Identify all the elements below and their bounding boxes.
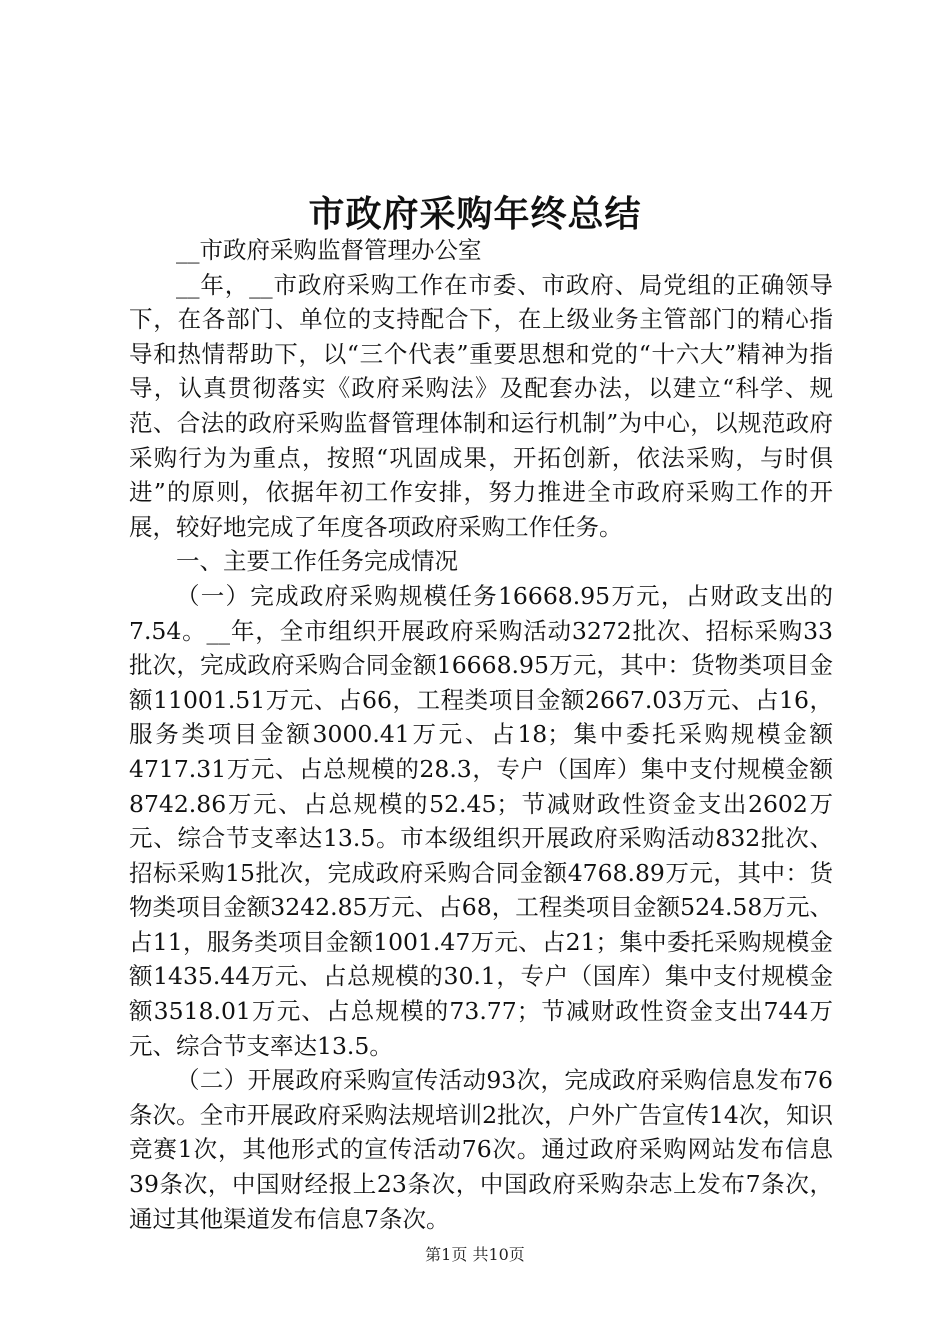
section-heading: 一、主要工作任务完成情况 bbox=[176, 547, 458, 576]
document-body bbox=[129, 233, 833, 1236]
document-title: 市政府采购年终总结 bbox=[308, 193, 642, 235]
body-paragraph: （二）开展政府采购宣传活动93次，完成政府采购信息发布76条次。全市开展政府采购法规培训2批次，户外广告宣传14次，知识竞赛1次，其他形式的宣传活动76次。通过政府采购网站发布信息39条次，中国财经报上23条次，中国政府采购杂志上发布7条次，通过其他渠道发布信息7条次。 bbox=[129, 1066, 833, 1233]
author-line: __市政府采购监督管理办公室 bbox=[176, 236, 482, 264]
page-indicator: 第1页 共10页 bbox=[425, 1245, 525, 1264]
intro-paragraph: __年，__市政府采购工作在市委、市政府、局党组的正确领导下，在各部门、单位的支持配合下，在上级业务主管部门的精心指导和热情帮助下，以“三个代表”重要思想和党的“十六大”精神为指导，认真贯彻落实《政府采购法》及配套办法，以建立“科学、规范、合法的政府采购监督管理体制和运行机制”为中心，以规范政府采购行为为重点，按照“巩固成果，开拓创新，依法采购，与时俱进”的原则，依据年初工作安排，努力推进全市政府采购工作的开展，较好地完成了年度各项政府采购工作任务。 bbox=[129, 270, 833, 541]
body-paragraph: （一）完成政府采购规模任务16668.95万元，占财政支出的7.54。__年，全市组织开展政府采购活动3272批次、招标采购33批次，完成政府采购合同金额16668.95万元，其中：货物类项目金额11001.51万元、占66，工程类项目金额2667.03万元、占16，服务类项目金额3000.41万元、占18；集中委托采购规模金额4717.31万元、占总规模的28.3，专户（国库）集中支付规模金额8742.86万元、占总规模的52.45；节减财政性资金支出2602万元、综合节支率达13.5。市本级组织开展政府采购活动832批次、招标采购15批次，完成政府采购合同金额4768.89万元，其中：货物类项目金额3242.85万元、占68，工程类项目金额524.58万元、占11，服务类项目金额1001.47万元、占21；集中委托采购规模金额1435.44万元、占总规模的30.1，专户（国库）集中支付规模金额3518.01万元、占总规模的73.77；节减财政性资金支出744万元、综合节支率达13.5。 bbox=[129, 581, 833, 1060]
